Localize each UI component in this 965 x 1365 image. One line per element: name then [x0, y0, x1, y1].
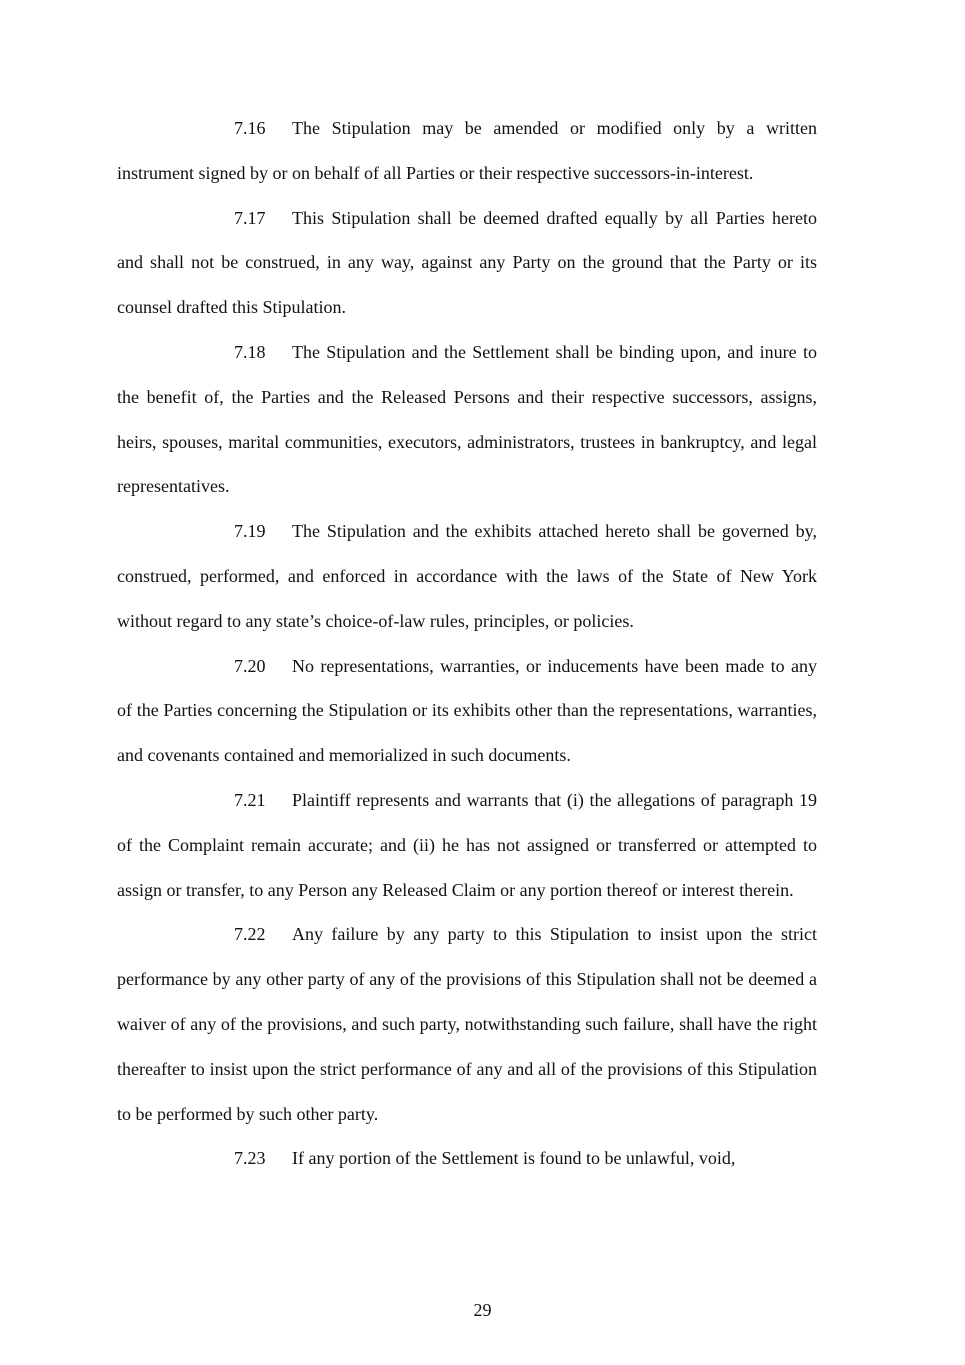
paragraph-7-19 [117, 509, 817, 643]
paragraph-text: This Stipulation shall be deemed drafted equally by all Parties hereto and shall not be construed, in any way, against any Party on the ground that the Party or its counsel drafted this Stipulation. [117, 207, 817, 318]
paragraph-text: If any portion of the Settlement is found to be unlawful, void, [292, 1148, 736, 1169]
paragraph-text: The Stipulation may be amended or modified only by a written instrument signed by or on behalf of all Parties or their respective successors-in-interest. [117, 118, 817, 183]
page-number: 29 [473, 1300, 492, 1320]
paragraph-number: 7.16 [234, 118, 266, 138]
paragraph-7-20 [117, 644, 817, 778]
paragraph-number: 7.18 [234, 341, 266, 362]
paragraph-7-22 [117, 912, 817, 1136]
paragraph-number: 7.21 [234, 789, 266, 810]
paragraph-7-18 [117, 330, 817, 509]
paragraph-text: No representations, warranties, or inducements have been made to any of the Parties concerning the Stipulation or its exhibits other than the representations, warranties, and covenants contained and memorialized in such documents. [117, 655, 817, 766]
paragraph-7-21 [117, 778, 817, 912]
paragraph-text: The Stipulation and the exhibits attached hereto shall be governed by, construed, performed, and enforced in accordance with the laws of the State of New York without regard to any state’s choice-of-law rules, principles, or policies. [117, 521, 817, 631]
paragraph-number: 7.20 [234, 655, 266, 676]
paragraph-text: The Stipulation and the Settlement shall be binding upon, and inure to the benefit of, the Parties and the Released Persons and their respective successors, assigns, heirs, spouses, marital communities, executors, administrators, trustees in bankruptcy, and legal representatives. [117, 341, 817, 497]
paragraph-number: 7.17 [234, 207, 266, 228]
paragraph-text: Any failure by any party to this Stipulation to insist upon the strict performance by any other party of any of the provisions of this Stipulation shall not be deemed a waiver of any of the provisions, and such party, notwithstanding such failure, shall have the right thereafter to insist upon the strict performance of any and all of the provisions of this Stipulation to be performed by such other party. [117, 924, 817, 1124]
paragraph-7-17 [117, 196, 817, 330]
paragraph-text: Plaintiff represents and warrants that (i) the allegations of paragraph 19 of the Complaint remain accurate; and (ii) he has not assigned or transferred or attempted to assign or transfer, to any Person any Released Claim or any portion thereof or interest therein. [117, 789, 817, 900]
paragraph-number: 7.22 [234, 924, 266, 945]
paragraph-7-16 [117, 106, 817, 196]
paragraph-number: 7.23 [234, 1148, 266, 1169]
document-body [117, 106, 817, 1181]
paragraph-number: 7.19 [234, 521, 266, 542]
paragraph-7-23 [117, 1136, 817, 1181]
